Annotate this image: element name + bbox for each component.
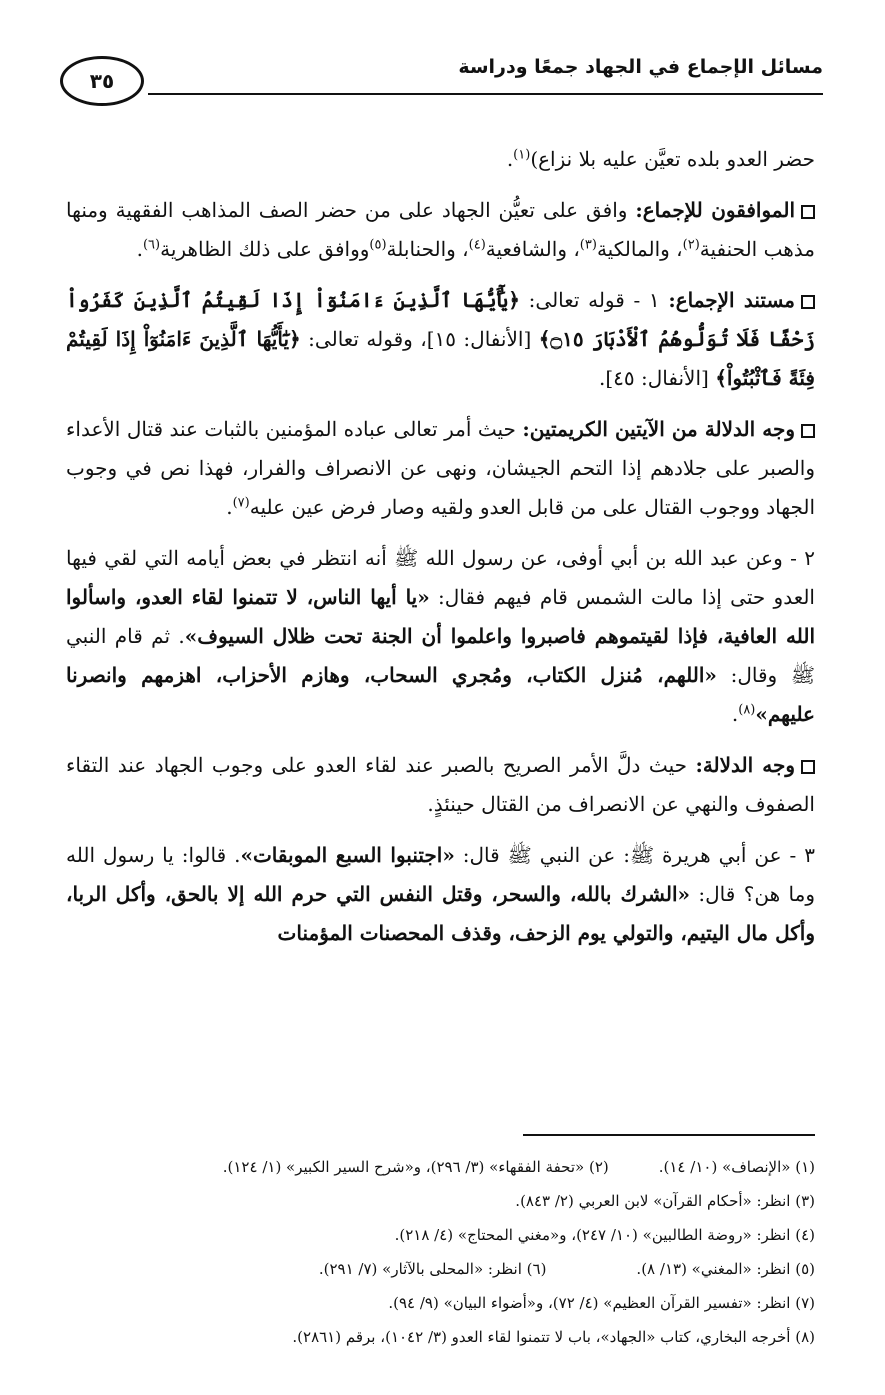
running-title: مسائل الإجماع في الجهاد جمعًا ودراسة: [458, 56, 823, 78]
paragraph-end: .: [731, 702, 739, 726]
footnote-rule: [523, 1134, 815, 1136]
footnote-marker: (٣): [579, 237, 597, 253]
page-number: ٣٥: [89, 69, 115, 93]
footnote-row: [60, 1320, 815, 1354]
paragraph-hadith-3: [66, 836, 815, 953]
footnote-marker: (١): [513, 147, 531, 163]
verse-reference: [الأنفال: ٤٥]: [605, 366, 716, 390]
footnote: (٣) انظر: «أحكام القرآن» لابن العربي (٢/ ٨٤٣).: [515, 1192, 815, 1210]
paragraph-end: .: [226, 495, 233, 519]
paragraph-consensus-agreers: [66, 191, 815, 269]
footnote-marker: (٤): [468, 237, 486, 253]
paragraph-text: حيث أمر تعالى عباده المؤمنين بالثبات عند قتال الأعداء والصبر على جلادهم إذا التحم الجيشان، ونهى عن الانصراف والفرار، فهذا نص في وجوب الجهاد ووجوب القتال على من قابل العدو ولقيه وصار فرض عين عليه: [66, 417, 815, 519]
hadith-quote: «الشرك بالله، والسحر، وقتل النفس التي حرم الله إلا بالحق، وأكل الربا، وأكل مال اليتيم، والتولي يوم الزحف، وقذف المحصنات المؤمنات: [66, 882, 815, 945]
footnote-marker: (٨): [738, 702, 756, 718]
hadith-quote: «اللهم، مُنزل الكتاب، ومُجري السحاب، وهازم الأحزاب، اهزمهم وانصرنا عليهم»: [66, 663, 815, 726]
paragraph-text: وافق على تعيُّن الجهاد على من حضر الصف المذاهب الفقهية ومنها مذهب الحنفية: [66, 198, 815, 261]
footnote: (٦) انظر: «المحلى بالآثار» (٧/ ٢٩١).: [318, 1260, 547, 1278]
quran-verse: ﴿يَٰٓأَيُّهَا ٱلَّذِينَ ءَامَنُوٓاْ إِذَا لَقِيتُمْ فِئَةً فَٱثْبُتُواْ﴾: [66, 327, 815, 390]
paragraph-text: ، والشافعية: [485, 237, 580, 261]
paragraph-consensus-evidence: [66, 281, 815, 398]
paragraph-end: .: [136, 237, 143, 261]
quran-verse: ﴿يَٰٓأَيُّهَا ٱلَّذِينَ ءَامَنُوٓاْ إِذَا لَقِيتُمُ ٱلَّذِينَ كَفَرُواْ زَحْفًا فَلَا تُوَلُّوهُمُ ٱلْأَدْبَارَ ۝١٥﴾: [66, 288, 815, 351]
footnotes: [60, 1150, 815, 1354]
footnote: (١) «الإنصاف» (١٠/ ١٤).: [658, 1158, 815, 1176]
paragraph-text: ٣ - عن أبي هريرة ﷺ: عن النبي ﷺ قال:: [454, 843, 815, 867]
paragraph-verses-indication: [66, 410, 815, 527]
paragraph-text: ، وقوله تعالى:: [300, 327, 427, 351]
paragraph-end: .: [506, 147, 514, 171]
footnote-marker: (٥): [369, 237, 387, 253]
footnote-marker: (٦): [142, 237, 161, 253]
paragraph-text: ٢ - وعن عبد الله بن أبي أوفى، عن رسول الله ﷺ أنه انتظر في بعض أيامه التي لقي فيها العدو حتى إذا مالت الشمس قام فيهم فقال:: [66, 546, 815, 609]
body-text: [66, 140, 815, 965]
footnote-row: [60, 1218, 815, 1252]
page-header: [60, 42, 823, 102]
paragraph-text: ووافق على ذلك الظاهرية: [160, 237, 370, 261]
header-rule: [148, 93, 823, 95]
square-bullet-icon: [801, 295, 815, 309]
footnote-marker: (٢): [682, 237, 700, 253]
paragraph-1: [66, 140, 815, 179]
footnote-row: [60, 1252, 815, 1286]
footnote: (٢) «تحفة الفقهاء» (٣/ ٢٩٦)، و«شرح السير الكبير» (١/ ١٢٤).: [222, 1158, 609, 1176]
paragraph-text: . ثم قام النبي ﷺ وقال:: [66, 624, 815, 687]
square-bullet-icon: [801, 424, 815, 438]
footnote: (٤) انظر: «روضة الطالبين» (١٠/ ٢٤٧)، و«مغني المحتاج» (٤/ ٢١٨).: [394, 1226, 815, 1244]
footnote: (٨) أخرجه البخاري، كتاب «الجهاد»، باب لا تتمنوا لقاء العدو (٣/ ١٠٤٢)، برقم (٢٨٦١).: [292, 1328, 815, 1346]
section-label: مستند الإجماع:: [668, 288, 795, 312]
section-label: وجه الدلالة:: [695, 753, 796, 777]
square-bullet-icon: [801, 760, 815, 774]
paragraph-text: . قالوا: يا رسول الله وما هن؟ قال:: [66, 843, 815, 906]
page-number-badge: [60, 56, 144, 106]
footnote-row: [60, 1286, 815, 1320]
footnote-row: [60, 1184, 815, 1218]
hadith-quote: «اجتنبوا السبع الموبقات»: [240, 843, 455, 867]
paragraph-text: حضر العدو بلده تعيَّن عليه بلا نزاع): [530, 147, 815, 171]
footnote-row: [60, 1150, 815, 1184]
paragraph-text: حيث دلَّ الأمر الصريح بالصبر عند لقاء العدو على وجوب الجهاد عند التقاء الصفوف والنهي عن الانصراف من القتال حينئذٍ.: [66, 753, 815, 816]
section-label: وجه الدلالة من الآيتين الكريمتين:: [522, 417, 796, 441]
footnote: (٧) انظر: «تفسير القرآن العظيم» (٤/ ٧٢)، و«أضواء البيان» (٩/ ٩٤).: [388, 1294, 815, 1312]
footnote-marker: (٧): [232, 495, 250, 511]
footnote: (٥) انظر: «المغني» (١٣/ ٨).: [636, 1260, 815, 1278]
hadith-quote: «يا أيها الناس، لا تتمنوا لقاء العدو، واسألوا الله العافية، فإذا لقيتموهم فاصبروا واعلموا أن الجنة تحت ظلال السيوف»: [66, 585, 816, 648]
paragraph-text: ، والحنابلة: [386, 237, 469, 261]
section-label: الموافقون للإجماع:: [635, 198, 795, 222]
square-bullet-icon: [801, 205, 815, 219]
paragraph-indication: [66, 746, 815, 824]
paragraph-text: ، والمالكية: [596, 237, 683, 261]
paragraph-end: .: [599, 366, 606, 390]
verse-reference: [الأنفال: ١٥]: [426, 327, 539, 351]
paragraph-text: ١ - قوله تعالى:: [520, 288, 669, 312]
paragraph-hadith-2: [66, 539, 815, 734]
